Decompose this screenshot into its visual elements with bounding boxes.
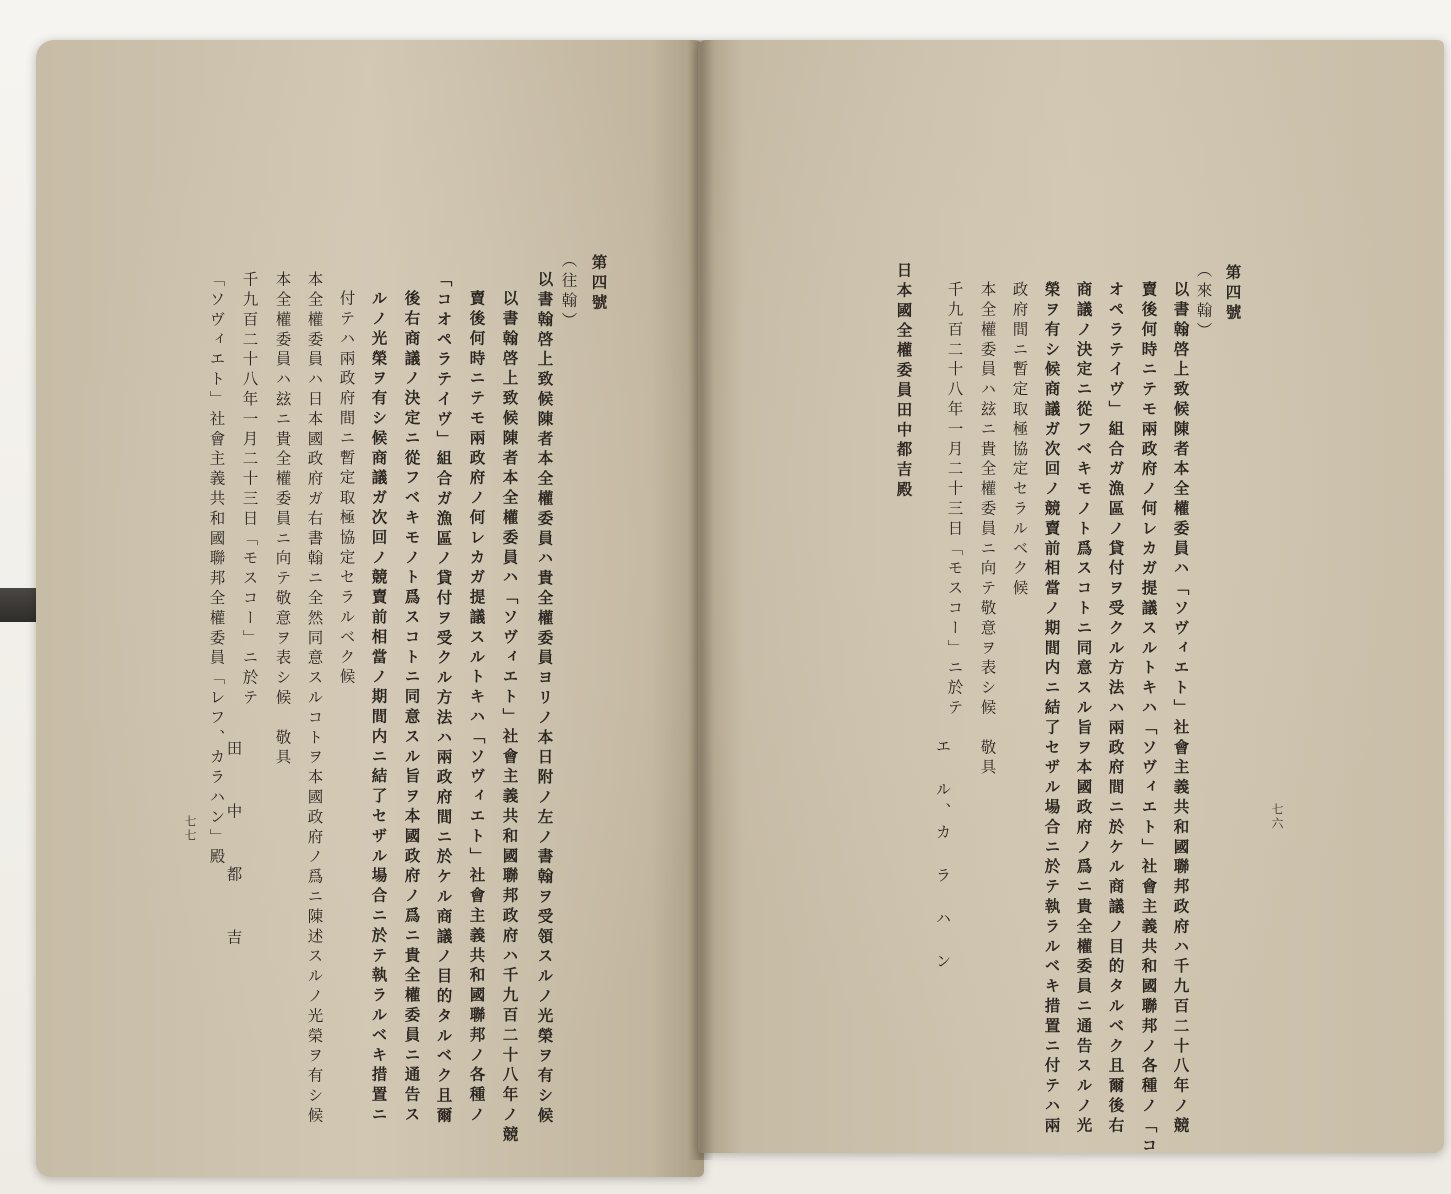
body-line: 「ソヴィエト」社會主義共和國聯邦全權委員「レフ、カラハン」殿 — [207, 271, 226, 868]
body-line: 本全權委員ハ玆ニ貴全權委員ニ向テ敬意ヲ表シ候 敬具 — [273, 271, 292, 769]
body-line: 後右商議ノ決定ニ從フベキモノト爲スコトニ同意スル旨ヲ本國政府ノ爲ニ貴全權委員ニ通告ス — [402, 290, 422, 1126]
page-number: 七七 — [183, 815, 197, 843]
body-line: 日本國全權委員田中都吉殿 — [894, 262, 914, 501]
body-line: 賣後何時ニテモ兩政府ノ何レカガ提議スルトキハ「ソヴィエト」社會主義共和國聯邦ノ各種ノ — [467, 290, 487, 1126]
gutter-shadow — [688, 40, 714, 1160]
body-line: 商議ノ決定ニ從フベキモノト爲スコトニ同意スル旨ヲ本國政府ノ爲ニ貴全權委員ニ通告スルノ光 — [1074, 281, 1094, 1137]
body-line: 以書翰啓上致候陳者本全權委員ハ「ソヴィエト」社會主義共和國聯邦政府ハ千九百二十八年ノ競 — [1171, 281, 1191, 1137]
right-page — [698, 40, 1444, 1157]
body-line: 本全權委員ハ玆ニ貴全權委員ニ向テ敬意ヲ表シ候 敬具 — [978, 281, 997, 779]
heading: 第四號 — [1223, 264, 1243, 324]
subheading: （來翰） — [1194, 262, 1213, 342]
body-line: 千九百二十八年一月二十三日「モスコー」ニ於テ — [945, 281, 964, 719]
left-page — [36, 40, 704, 1177]
body-line: 榮ヲ有シ候商議ガ次回ノ競賣前相當ノ期間内ニ結了セザル場合ニ於テ執ラルベキ措置ニ付テハ兩 — [1042, 281, 1062, 1137]
subheading: （往翰） — [559, 252, 578, 332]
body-line: 以書翰啓上致候陳者本全權委員ハ貴全權委員ヨリノ本日附ノ左ノ書翰ヲ受領スルノ光榮ヲ有シ候 — [535, 271, 555, 1127]
signature: 田 中 都 吉 — [224, 740, 243, 961]
signature: エ ル、カ ラ ハ ン — [933, 738, 952, 975]
body-line: 「コオペラテイヴ」組合ガ漁區ノ貸付ヲ受クル方法ハ兩政府間ニ於ケル商議ノ目的タルベク且爾 — [434, 271, 454, 1127]
body-line: ルノ光榮ヲ有シ候商議ガ次回ノ競賣前相當ノ期間内ニ結了セザル場合ニ於テ執ラルベキ措置ニ — [369, 290, 389, 1126]
heading: 第四號 — [589, 254, 609, 314]
body-line: 本全權委員ハ日本國政府ガ右書翰ニ全然同意スルコトヲ本國政府ノ爲ニ陳述スルノ光榮ヲ有シ候 — [305, 271, 324, 1127]
body-line: 千九百二十八年一月二十三日「モスコー」ニ於テ — [240, 271, 259, 709]
body-line: 以書翰啓上致候陳者本全權委員ハ「ソヴィエト」社會主義共和國聯邦政府ハ千九百二十八年ノ競 — [500, 290, 520, 1146]
body-line: 賣後何時ニテモ兩政府ノ何レカガ提議スルトキハ「ソヴィエト」社會主義共和國聯邦ノ各種ノ「コ — [1139, 281, 1159, 1157]
body-line: オペラテイヴ」組合ガ漁區ノ貸付ヲ受クル方法ハ兩政府間ニ於ケル商議ノ目的タルベク且爾後右 — [1106, 281, 1126, 1137]
body-line: 政府間ニ暫定取極協定セラルベク候 — [1010, 281, 1029, 600]
page-number: 七六 — [1270, 803, 1284, 831]
body-line: 付テハ兩政府間ニ暫定取極協定セラルベク候 — [337, 290, 356, 688]
